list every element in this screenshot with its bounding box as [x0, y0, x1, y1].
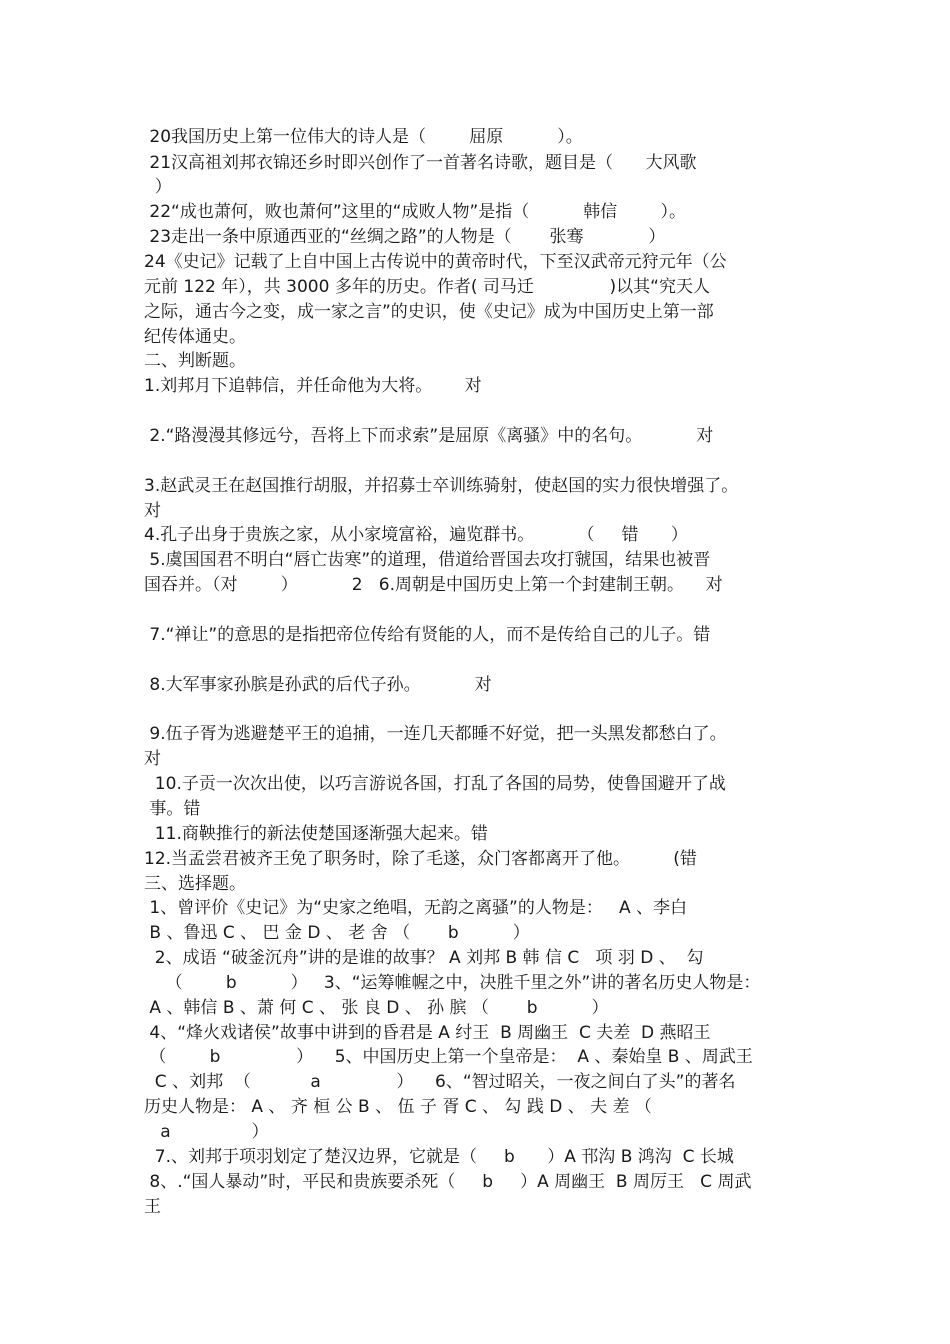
question-24-line-4: 纪传体通史。: [144, 327, 246, 347]
question-21-cont: ）: [144, 177, 172, 197]
question-24-line-3: 之际，通古今之变，成一家之言”的史识，使《史记》成为中国历史上第一部: [144, 302, 714, 322]
question-21: 21汉高祖刘邦衣锦还乡时即兴创作了一首著名诗歌，题目是（ 大风歌: [144, 153, 697, 173]
question-22: 22“成也萧何，败也萧何”这里的“成败人物”是指（ 韩信 ）。: [144, 202, 687, 222]
choice-7: 7.、刘邦于项羽划定了楚汉边界，它就是（ b ）A 邗沟 B 鸿沟 C 长城: [144, 1147, 734, 1167]
choice-1: 1、曾评价《史记》为“史家之绝唱，无韵之离骚”的人物是： A 、李白: [144, 898, 688, 918]
judge-5-6: 国吞并。（对 ） 2 6.周朝是中国历史上第一个封建制王朝。 对: [144, 575, 723, 595]
section-heading-choice: 三、选择题。: [144, 874, 246, 894]
choice-2-3: （ b ） 3、“运筹帷幄之中，决胜千里之外”讲的著名历史人物是：: [144, 973, 761, 993]
judge-12: 12.当孟尝君被齐王免了职务时，除了毛遂，众门客都离开了他。 (错: [144, 849, 697, 869]
choice-4-5: （ b ） 5、中国历史上第一个皇帝是： A 、秦始皇 B 、周武王: [144, 1047, 753, 1067]
judge-3-answer: 对: [144, 501, 161, 521]
judge-10-cont: 事。错: [144, 799, 201, 819]
choice-8-cont: 王: [144, 1197, 161, 1217]
judge-2: 2.“路漫漫其修远兮，吾将上下而求索”是屈原《离骚》中的名句。 对: [144, 426, 714, 446]
judge-1: 1.刘邦月下追韩信，并任命他为大将。 对: [144, 376, 482, 396]
choice-3-options: A 、韩信 B 、萧 何 C 、 张 良 D 、 孙 膑 （ b ）: [144, 998, 609, 1018]
judge-9-answer: 对: [144, 749, 161, 769]
section-heading-judgement: 二、判断题。: [144, 351, 246, 371]
judge-9: 9.伍子胥为逃避楚平王的追捕，一连几天都睡不好觉，把一头黑发都愁白了。: [144, 724, 727, 744]
judge-5: 5.虞国国君不明白“唇亡齿寒”的道理，借道给晋国去攻打虢国，结果也被晋: [144, 550, 711, 570]
choice-4: 4、“烽火戏诸侯”故事中讲到的昏君是 A 纣王 B 周幽王 C 夫差 D 燕昭王: [144, 1023, 711, 1043]
judge-3: 3.赵武灵王在赵国推行胡服，并招募士卒训练骑射，使赵国的实力很快增强了。: [144, 476, 739, 496]
judge-7: 7.“禅让”的意思的是指把帝位传给有贤能的人，而不是传给自己的儿子。错: [144, 625, 711, 645]
choice-5-6: C 、刘邦 （ a ） 6、“智过昭关，一夜之间白了头”的著名: [144, 1072, 736, 1092]
choice-1-options: B 、鲁迅 C 、 巴 金 D 、 老 舍 （ b ）: [144, 923, 530, 943]
question-24-line-1: 24《史记》记载了上自中国上古传说中的黄帝时代，下至汉武帝元狩元年（公: [144, 252, 727, 272]
judge-4: 4.孔子出身于贵族之家，从小家境富裕，遍览群书。 （ 错 ）: [144, 525, 688, 545]
question-24-line-2: 元前 122 年），共 3000 多年的历史。作者( 司马迁 )以其“究天人: [144, 277, 710, 297]
question-23: 23走出一条中原通西亚的“丝绸之路”的人物是（ 张骞 ）: [144, 227, 666, 247]
choice-2: 2、成语 “破釜沉舟”讲的是谁的故事？ A 刘邦 B 韩 信 C 项 羽 D 、 勾: [144, 948, 704, 968]
question-20: 20我国历史上第一位伟大的诗人是（ 屈原 ）。: [144, 127, 583, 147]
choice-6-options: 历史人物是： A 、 齐 桓 公 B 、 伍 子 胥 C 、 勾 践 D 、 夫 差 （: [144, 1097, 652, 1117]
judge-8: 8.大军事家孙膑是孙武的后代子孙。 对: [144, 675, 492, 695]
choice-6-answer: a ）: [144, 1122, 269, 1142]
judge-10: 10.子贡一次次出使，以巧言游说各国，打乱了各国的局势，使鲁国避开了战: [144, 774, 726, 794]
judge-11: 11.商鞅推行的新法使楚国逐渐强大起来。错: [144, 824, 488, 844]
choice-8: 8、.“国人暴动”时，平民和贵族要杀死（ b ）A 周幽王 B 周厉王 C 周武: [144, 1172, 752, 1192]
